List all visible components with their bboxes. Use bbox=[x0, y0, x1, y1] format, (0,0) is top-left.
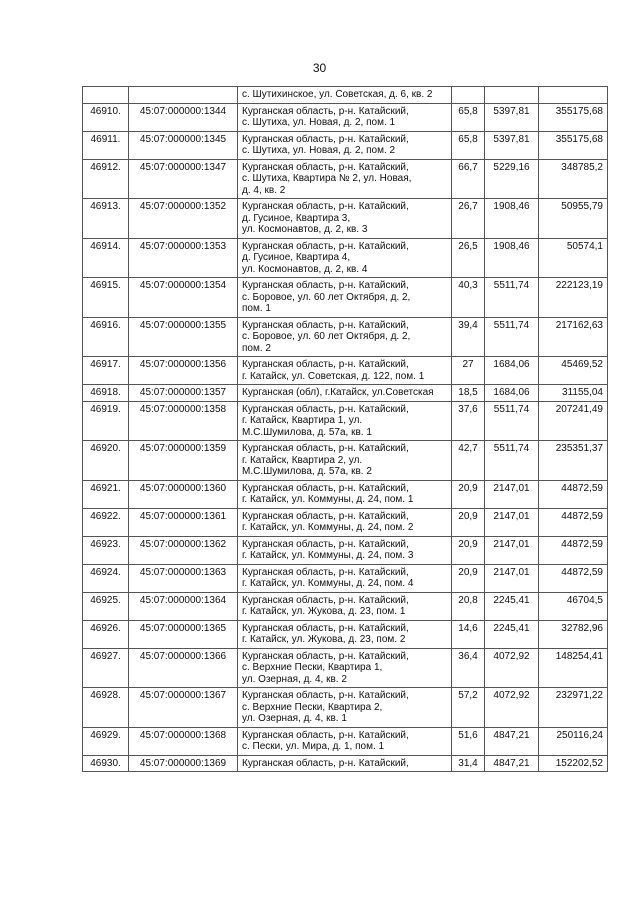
area-cell: 51,6 bbox=[452, 727, 485, 755]
specific-value-cell: 5511,74 bbox=[485, 317, 539, 357]
address-cell bbox=[238, 441, 452, 481]
cadastral-value-cell: 44872,59 bbox=[539, 564, 608, 592]
address-line: с. Боровое, ул. 60 лет Октября, д. 2, bbox=[242, 331, 411, 342]
cadastral-value-cell: 355175,68 bbox=[539, 103, 608, 131]
address-cell bbox=[238, 401, 452, 441]
specific-value-cell: 2147,01 bbox=[485, 508, 539, 536]
address-line: с. Шутиха, ул. Новая, д. 2, пом. 2 bbox=[242, 145, 396, 156]
specific-value-cell: 1908,46 bbox=[485, 238, 539, 278]
address-line: Курганская область, р-н. Катайский, bbox=[242, 757, 409, 769]
cadastral-value-cell: 44872,59 bbox=[539, 536, 608, 564]
cadastral-number-cell: 45:07:000000:1361 bbox=[129, 508, 238, 536]
row-number-cell: 46928. bbox=[83, 688, 129, 728]
specific-value-cell: 5511,74 bbox=[485, 441, 539, 481]
address-line: пом. 1 bbox=[242, 303, 271, 314]
cadastral-value-cell: 50574,1 bbox=[539, 238, 608, 278]
specific-value-cell: 1684,06 bbox=[485, 357, 539, 385]
cadastral-value-cell: 148254,41 bbox=[539, 648, 608, 688]
address-line: г. Катайск, ул. Жукова, д. 23, пом. 1 bbox=[242, 606, 406, 617]
area-cell: 26,7 bbox=[452, 199, 485, 239]
address-line: д. 4, кв. 2 bbox=[242, 184, 286, 196]
address-line: г. Катайск, ул. Коммуны, д. 24, пом. 1 bbox=[242, 494, 414, 505]
page-number: 30 bbox=[312, 61, 327, 75]
address-cell bbox=[238, 103, 452, 131]
table-row bbox=[83, 480, 608, 508]
table-row bbox=[83, 441, 608, 481]
specific-value-cell: 1684,06 bbox=[485, 385, 539, 402]
specific-value-cell: 4847,21 bbox=[485, 727, 539, 755]
address-cell bbox=[238, 727, 452, 755]
specific-value-cell: 5397,81 bbox=[485, 131, 539, 159]
address-line: ул. Космонавтов, д. 2, кв. 3 bbox=[242, 224, 368, 235]
specific-value-cell: 5229,16 bbox=[485, 159, 539, 199]
cadastral-number-cell: 45:07:000000:1347 bbox=[129, 159, 238, 199]
address-line: Курганская область, р-н. Катайский, bbox=[242, 403, 409, 415]
address-line: г. Катайск, ул. Коммуны, д. 24, пом. 2 bbox=[242, 522, 414, 533]
address-line: Курганская область, р-н. Катайский, bbox=[242, 105, 409, 117]
cadastral-value-cell: 235351,37 bbox=[539, 441, 608, 481]
row-number-cell: 46921. bbox=[83, 480, 129, 508]
address-cell bbox=[238, 755, 452, 772]
row-number-cell: 46927. bbox=[83, 648, 129, 688]
cadastral-value-cell: 355175,68 bbox=[539, 131, 608, 159]
table-row bbox=[83, 385, 608, 402]
address-line: Курганская область, р-н. Катайский, bbox=[242, 201, 409, 212]
address-cell bbox=[238, 357, 452, 385]
area-cell: 26,5 bbox=[452, 238, 485, 278]
specific-value-cell: 1908,46 bbox=[485, 199, 539, 239]
address-line: М.С.Шумилова, д. 57а, кв. 2 bbox=[242, 466, 372, 477]
address-cell bbox=[238, 536, 452, 564]
cadastral-number-cell: 45:07:000000:1358 bbox=[129, 401, 238, 441]
table-row bbox=[83, 357, 608, 385]
row-number-cell: 46915. bbox=[83, 278, 129, 318]
cadastral-value-cell: 348785,2 bbox=[539, 159, 608, 199]
area-cell: 39,4 bbox=[452, 317, 485, 357]
address-cell bbox=[238, 238, 452, 278]
address-cell bbox=[238, 508, 452, 536]
table-row bbox=[83, 508, 608, 536]
table-row bbox=[83, 103, 608, 131]
cadastral-number-cell: 45:07:000000:1359 bbox=[129, 441, 238, 481]
cadastral-number-cell: 45:07:000000:1365 bbox=[129, 620, 238, 648]
table-row bbox=[83, 401, 608, 441]
address-line: Курганская область, р-н. Катайский, bbox=[242, 538, 409, 550]
table-row bbox=[83, 278, 608, 318]
address-cell bbox=[238, 564, 452, 592]
address-cell bbox=[238, 385, 452, 402]
cadastral-number-cell: 45:07:000000:1362 bbox=[129, 536, 238, 564]
specific-value-cell: 4072,92 bbox=[485, 688, 539, 728]
specific-value-cell: 4072,92 bbox=[485, 648, 539, 688]
specific-value-cell: 5511,74 bbox=[485, 278, 539, 318]
area-cell: 65,8 bbox=[452, 103, 485, 131]
specific-value-cell: 2245,41 bbox=[485, 592, 539, 620]
area-cell: 57,2 bbox=[452, 688, 485, 728]
property-registry-table bbox=[82, 86, 608, 772]
table-row bbox=[83, 620, 608, 648]
specific-value-cell: 2147,01 bbox=[485, 536, 539, 564]
row-number-cell: 46924. bbox=[83, 564, 129, 592]
address-line: с. Боровое, ул. 60 лет Октября, д. 2, bbox=[242, 291, 411, 303]
address-line: Курганская область, р-н. Катайский, bbox=[242, 594, 409, 606]
address-cell bbox=[238, 620, 452, 648]
area-cell: 18,5 bbox=[452, 385, 485, 402]
row-number-cell: 46911. bbox=[83, 131, 129, 159]
cadastral-number-cell: 45:07:000000:1352 bbox=[129, 199, 238, 239]
address-line: г. Катайск, ул. Советская, д. 122, пом. 1 bbox=[242, 370, 425, 382]
cadastral-value-cell: 32782,96 bbox=[539, 620, 608, 648]
table-row bbox=[83, 199, 608, 239]
area-cell: 20,9 bbox=[452, 536, 485, 564]
area-cell: 65,8 bbox=[452, 131, 485, 159]
specific-value-cell: 4847,21 bbox=[485, 755, 539, 772]
table-row bbox=[83, 727, 608, 755]
area-cell: 36,4 bbox=[452, 648, 485, 688]
cadastral-value-cell: 44872,59 bbox=[539, 508, 608, 536]
row-number-cell: 46919. bbox=[83, 401, 129, 441]
cadastral-number-cell: 45:07:000000:1356 bbox=[129, 357, 238, 385]
cadastral-number-cell: 45:07:000000:1345 bbox=[129, 131, 238, 159]
area-cell: 20,8 bbox=[452, 592, 485, 620]
area-cell: 20,9 bbox=[452, 480, 485, 508]
address-cell bbox=[238, 131, 452, 159]
cadastral-value-cell: 45469,52 bbox=[539, 357, 608, 385]
specific-value-cell: 5397,81 bbox=[485, 103, 539, 131]
area-cell: 31,4 bbox=[452, 755, 485, 772]
row-number-cell: 46929. bbox=[83, 727, 129, 755]
cadastral-number-cell: 45:07:000000:1353 bbox=[129, 238, 238, 278]
address-line: Курганская область, р-н. Катайский, bbox=[242, 133, 409, 145]
cadastral-number-cell: 45:07:000000:1369 bbox=[129, 755, 238, 772]
cadastral-number-cell: 45:07:000000:1364 bbox=[129, 592, 238, 620]
area-cell: 20,9 bbox=[452, 508, 485, 536]
address-line: Курганская область, р-н. Катайский, bbox=[242, 280, 409, 291]
address-line: Курганская область, р-н. Катайский, bbox=[242, 566, 409, 578]
specific-value-cell: 2147,01 bbox=[485, 564, 539, 592]
address-cell bbox=[238, 87, 452, 104]
cadastral-value-cell: 46704,5 bbox=[539, 592, 608, 620]
address-line: ул. Озерная, д. 4, кв. 2 bbox=[242, 673, 347, 685]
area-cell: 37,6 bbox=[452, 401, 485, 441]
cadastral-number-cell bbox=[129, 87, 238, 104]
row-number-cell: 46922. bbox=[83, 508, 129, 536]
table-row bbox=[83, 317, 608, 357]
address-line: с. Верхние Пески, Квартира 2, bbox=[242, 701, 383, 713]
row-number-cell bbox=[83, 87, 129, 104]
address-line: с. Шутихинское, ул. Советская, д. 6, кв. 2 bbox=[242, 89, 433, 100]
address-line: г. Катайск, ул. Коммуны, д. 24, пом. 3 bbox=[242, 550, 414, 561]
row-number-cell: 46913. bbox=[83, 199, 129, 239]
row-number-cell: 46914. bbox=[83, 238, 129, 278]
address-line: Курганская область, р-н. Катайский, bbox=[242, 482, 409, 494]
cadastral-value-cell: 232971,22 bbox=[539, 688, 608, 728]
area-cell: 66,7 bbox=[452, 159, 485, 199]
cadastral-number-cell: 45:07:000000:1360 bbox=[129, 480, 238, 508]
address-line: Курганская область, р-н. Катайский, bbox=[242, 650, 409, 662]
area-cell: 40,3 bbox=[452, 278, 485, 318]
row-number-cell: 46917. bbox=[83, 357, 129, 385]
address-line: Курганская область, р-н. Катайский, bbox=[242, 510, 409, 522]
cadastral-value-cell: 31155,04 bbox=[539, 385, 608, 402]
row-number-cell: 46920. bbox=[83, 441, 129, 481]
cadastral-value-cell: 50955,79 bbox=[539, 199, 608, 239]
cadastral-number-cell: 45:07:000000:1367 bbox=[129, 688, 238, 728]
address-cell bbox=[238, 688, 452, 728]
address-cell bbox=[238, 592, 452, 620]
address-line: г. Катайск, ул. Коммуны, д. 24, пом. 4 bbox=[242, 578, 414, 589]
cadastral-value-cell: 217162,63 bbox=[539, 317, 608, 357]
address-line: Курганская область, р-н. Катайский, bbox=[242, 359, 409, 370]
address-line: с. Пески, ул. Мира, д. 1, пом. 1 bbox=[242, 741, 385, 752]
table-row bbox=[83, 159, 608, 199]
row-number-cell: 46923. bbox=[83, 536, 129, 564]
area-cell: 20,9 bbox=[452, 564, 485, 592]
address-line: Курганская область, р-н. Катайский, bbox=[242, 729, 409, 741]
row-number-cell: 46926. bbox=[83, 620, 129, 648]
row-number-cell: 46930. bbox=[83, 755, 129, 772]
cadastral-value-cell bbox=[539, 87, 608, 104]
cadastral-value-cell: 207241,49 bbox=[539, 401, 608, 441]
table-row bbox=[83, 238, 608, 278]
specific-value-cell: 5511,74 bbox=[485, 401, 539, 441]
address-line: д. Гусиное, Квартира 4, bbox=[242, 252, 351, 263]
address-line: Курганская область, р-н. Катайский, bbox=[242, 690, 409, 701]
address-line: д. Гусиное, Квартира 3, bbox=[242, 212, 351, 224]
row-number-cell: 46916. bbox=[83, 317, 129, 357]
area-cell: 14,6 bbox=[452, 620, 485, 648]
address-line: Курганская область, р-н. Катайский, bbox=[242, 622, 409, 634]
address-cell bbox=[238, 648, 452, 688]
specific-value-cell bbox=[485, 87, 539, 104]
row-number-cell: 46910. bbox=[83, 103, 129, 131]
address-line: с. Шутиха, ул. Новая, д. 2, пом. 1 bbox=[242, 117, 396, 128]
table-row bbox=[83, 755, 608, 772]
cadastral-number-cell: 45:07:000000:1357 bbox=[129, 385, 238, 402]
area-cell: 42,7 bbox=[452, 441, 485, 481]
address-cell bbox=[238, 278, 452, 318]
row-number-cell: 46918. bbox=[83, 385, 129, 402]
cadastral-number-cell: 45:07:000000:1344 bbox=[129, 103, 238, 131]
cadastral-number-cell: 45:07:000000:1366 bbox=[129, 648, 238, 688]
table-row bbox=[83, 564, 608, 592]
address-line: пом. 2 bbox=[242, 342, 271, 354]
table-row bbox=[83, 536, 608, 564]
address-line: с. Шутиха, Квартира № 2, ул. Новая, bbox=[242, 173, 412, 184]
address-line: Курганская область, р-н. Катайский, bbox=[242, 319, 409, 331]
area-cell bbox=[452, 87, 485, 104]
cadastral-value-cell: 44872,59 bbox=[539, 480, 608, 508]
address-cell bbox=[238, 317, 452, 357]
address-cell bbox=[238, 199, 452, 239]
table-row bbox=[83, 592, 608, 620]
address-line: г. Катайск, ул. Жукова, д. 23, пом. 2 bbox=[242, 634, 406, 645]
address-line: Курганская (обл), г.Катайск, ул.Советская bbox=[242, 387, 434, 398]
address-line: М.С.Шумилова, д. 57а, кв. 1 bbox=[242, 426, 372, 438]
address-line: ул. Озерная, д. 4, кв. 1 bbox=[242, 713, 347, 724]
cadastral-value-cell: 250116,24 bbox=[539, 727, 608, 755]
cadastral-number-cell: 45:07:000000:1368 bbox=[129, 727, 238, 755]
address-cell bbox=[238, 480, 452, 508]
cadastral-number-cell: 45:07:000000:1355 bbox=[129, 317, 238, 357]
row-number-cell: 46925. bbox=[83, 592, 129, 620]
table-row bbox=[83, 688, 608, 728]
table-row bbox=[83, 87, 608, 104]
address-line: г. Катайск, Квартира 2, ул. bbox=[242, 454, 363, 466]
area-cell: 27 bbox=[452, 357, 485, 385]
cadastral-number-cell: 45:07:000000:1363 bbox=[129, 564, 238, 592]
table-row bbox=[83, 648, 608, 688]
specific-value-cell: 2245,41 bbox=[485, 620, 539, 648]
cadastral-value-cell: 152202,52 bbox=[539, 755, 608, 772]
table-row bbox=[83, 131, 608, 159]
address-line: ул. Космонавтов, д. 2, кв. 4 bbox=[242, 263, 368, 275]
address-line: с. Верхние Пески, Квартира 1, bbox=[242, 662, 383, 673]
cadastral-number-cell: 45:07:000000:1354 bbox=[129, 278, 238, 318]
address-cell bbox=[238, 159, 452, 199]
address-line: Курганская область, р-н. Катайский, bbox=[242, 161, 409, 173]
cadastral-value-cell: 222123,19 bbox=[539, 278, 608, 318]
specific-value-cell: 2147,01 bbox=[485, 480, 539, 508]
table-body bbox=[83, 87, 608, 772]
row-number-cell: 46912. bbox=[83, 159, 129, 199]
address-line: Курганская область, р-н. Катайский, bbox=[242, 443, 409, 454]
address-line: г. Катайск, Квартира 1, ул. bbox=[242, 415, 363, 426]
address-line: Курганская область, р-н. Катайский, bbox=[242, 240, 409, 252]
